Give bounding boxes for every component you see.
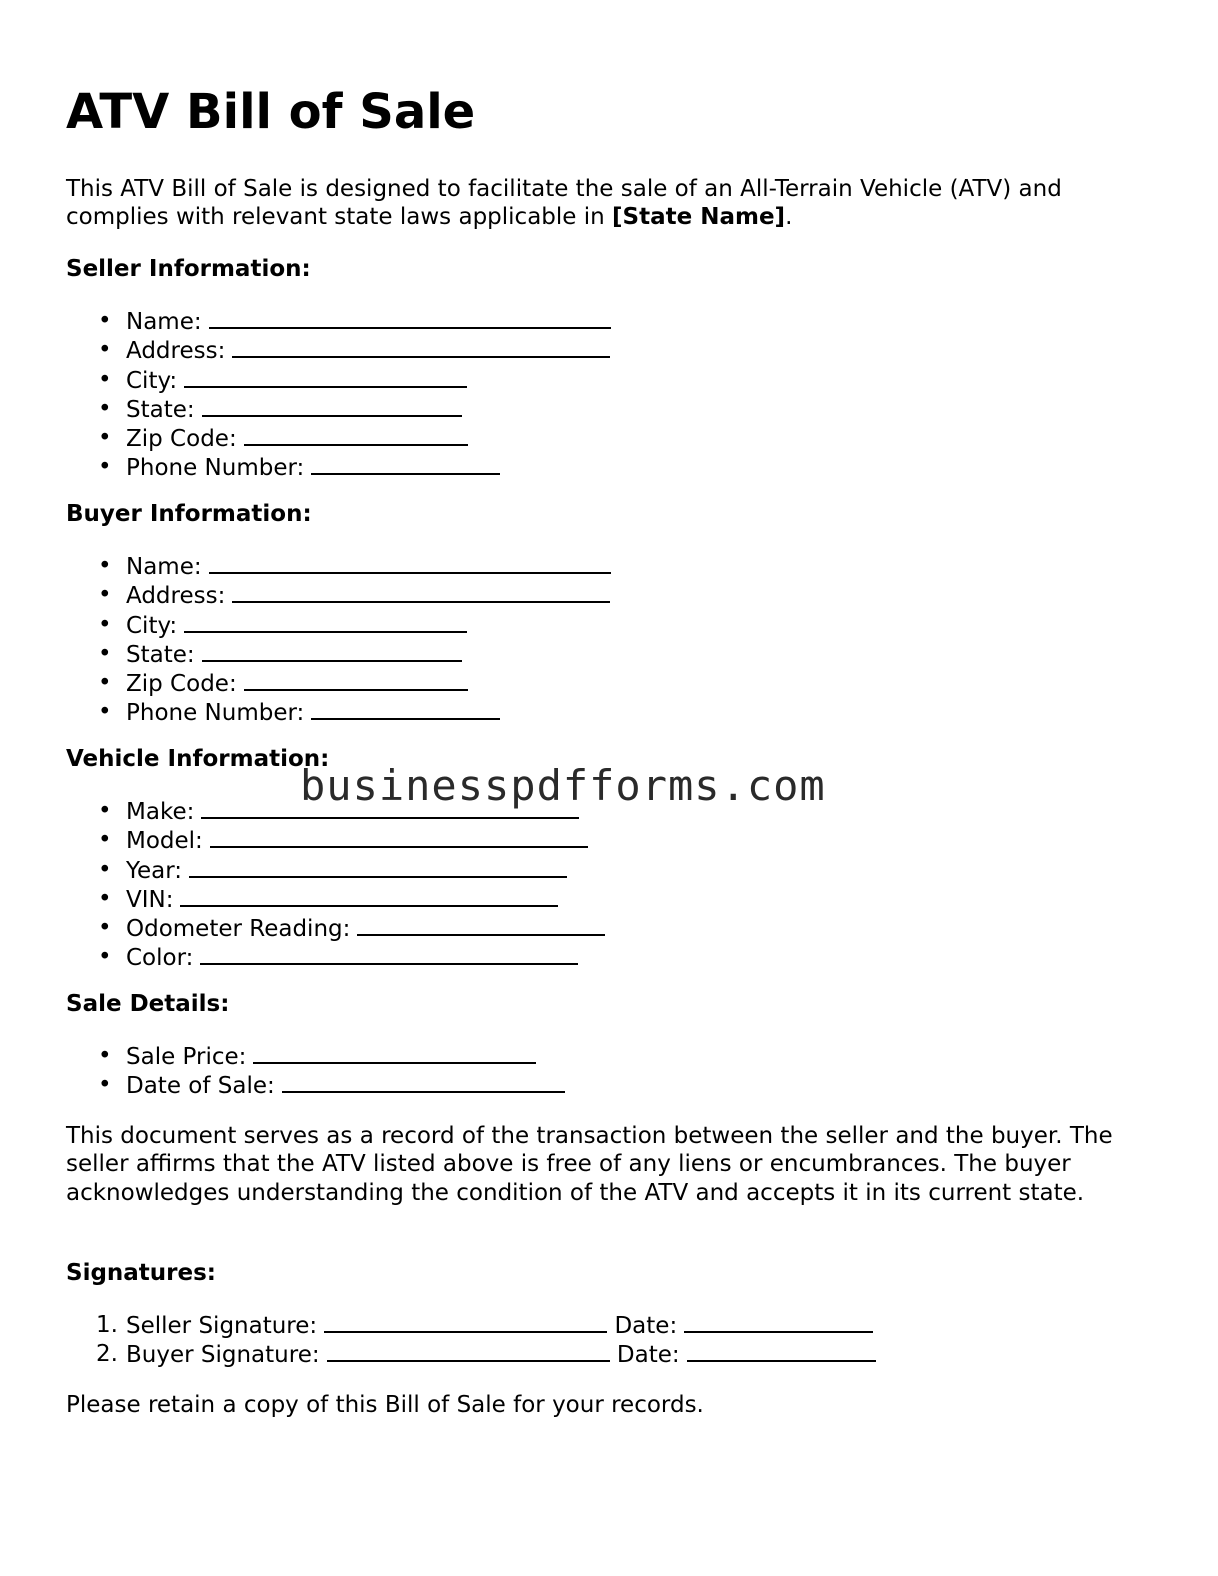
seller-phone-blank[interactable] bbox=[311, 453, 500, 475]
seller-address-label: Address: bbox=[126, 338, 226, 365]
vehicle-odometer-blank[interactable] bbox=[357, 914, 605, 936]
seller-date-label: Date: bbox=[614, 1313, 678, 1339]
vehicle-odometer-field bbox=[66, 914, 605, 943]
vehicle-color-field bbox=[66, 943, 605, 972]
sale-price-field bbox=[66, 1042, 565, 1071]
buyer-city-label: City: bbox=[126, 612, 178, 639]
buyer-state-label: State: bbox=[126, 641, 195, 668]
vehicle-model-field bbox=[66, 826, 605, 855]
buyer-address-field bbox=[66, 581, 611, 610]
buyer-phone-blank[interactable] bbox=[311, 698, 500, 720]
seller-name-field bbox=[66, 307, 611, 336]
seller-state-label: State: bbox=[126, 396, 195, 423]
buyer-signature-number: 2. bbox=[96, 1341, 118, 1368]
seller-zip-label: Zip Code: bbox=[126, 426, 237, 453]
buyer-address-blank[interactable] bbox=[232, 581, 610, 603]
seller-fields-list bbox=[66, 307, 611, 483]
statement-paragraph: This document serves as a record of the transaction between the seller and the buyer. The seller affirms that the ATV listed above is free of any liens or encumbrances. The buyer acknowledges understanding the condition of the ATV and accepts it in its current state. bbox=[66, 1123, 1113, 1206]
buyer-name-blank[interactable] bbox=[209, 552, 611, 574]
seller-city-field bbox=[66, 366, 611, 395]
seller-signature-line bbox=[66, 1311, 876, 1340]
buyer-fields-list bbox=[66, 552, 611, 728]
seller-phone-field bbox=[66, 453, 611, 482]
intro-text: This ATV Bill of Sale is designed to facilitate the sale of an All-Terrain Vehicle (ATV) and complies with relevant state laws applicable in bbox=[66, 176, 1062, 231]
vehicle-fields-list bbox=[66, 797, 605, 973]
sale-date-label: Date of Sale: bbox=[126, 1073, 275, 1100]
seller-city-label: City: bbox=[126, 367, 178, 394]
seller-heading: Seller Information: bbox=[66, 256, 311, 282]
sale-price-label: Sale Price: bbox=[126, 1044, 247, 1070]
vehicle-make-label: Make: bbox=[126, 799, 195, 825]
seller-date-blank[interactable] bbox=[684, 1311, 873, 1333]
buyer-signature-label: Buyer Signature: bbox=[126, 1342, 320, 1369]
document-title: ATV Bill of Sale bbox=[66, 84, 476, 140]
seller-zip-field bbox=[66, 424, 611, 453]
buyer-zip-label: Zip Code: bbox=[126, 671, 237, 698]
seller-signature-label: Seller Signature: bbox=[126, 1313, 318, 1339]
buyer-name-field bbox=[66, 552, 611, 581]
intro-paragraph bbox=[66, 175, 1146, 232]
vehicle-year-field bbox=[66, 856, 605, 885]
sale-price-blank[interactable] bbox=[253, 1042, 536, 1064]
seller-address-blank[interactable] bbox=[232, 336, 610, 358]
buyer-city-field bbox=[66, 611, 611, 640]
intro-period: . bbox=[785, 204, 793, 231]
buyer-zip-blank[interactable] bbox=[244, 669, 468, 691]
sale-date-blank[interactable] bbox=[282, 1071, 565, 1093]
sale-heading: Sale Details: bbox=[66, 991, 230, 1017]
vehicle-heading: Vehicle Information: bbox=[66, 746, 330, 772]
vehicle-vin-label: VIN: bbox=[126, 886, 174, 913]
vehicle-vin-field bbox=[66, 885, 605, 914]
vehicle-year-blank[interactable] bbox=[189, 856, 567, 878]
footer-note: Please retain a copy of this Bill of Sale for your records. bbox=[66, 1392, 704, 1418]
vehicle-model-label: Model: bbox=[126, 828, 203, 855]
buyer-zip-field bbox=[66, 669, 611, 698]
buyer-date-label: Date: bbox=[616, 1342, 680, 1369]
seller-signature-blank[interactable] bbox=[324, 1311, 607, 1333]
seller-city-blank[interactable] bbox=[184, 366, 467, 388]
vehicle-year-label: Year: bbox=[126, 857, 183, 884]
vehicle-odometer-label: Odometer Reading: bbox=[126, 916, 351, 943]
buyer-phone-label: Phone Number: bbox=[126, 700, 305, 727]
seller-name-blank[interactable] bbox=[209, 307, 611, 329]
buyer-name-label: Name: bbox=[126, 554, 202, 580]
buyer-date-blank[interactable] bbox=[687, 1340, 876, 1362]
seller-state-field bbox=[66, 395, 611, 424]
seller-signature-number: 1. bbox=[96, 1312, 118, 1338]
vehicle-color-blank[interactable] bbox=[200, 943, 578, 965]
state-name-placeholder: [State Name] bbox=[612, 204, 786, 231]
buyer-state-blank[interactable] bbox=[202, 640, 462, 662]
seller-zip-blank[interactable] bbox=[244, 424, 468, 446]
buyer-phone-field bbox=[66, 698, 611, 727]
seller-phone-label: Phone Number: bbox=[126, 455, 305, 482]
vehicle-vin-blank[interactable] bbox=[180, 885, 558, 907]
seller-address-field bbox=[66, 336, 611, 365]
buyer-signature-line bbox=[66, 1340, 876, 1369]
seller-state-blank[interactable] bbox=[202, 395, 462, 417]
watermark-text: businesspdfforms.com bbox=[300, 761, 826, 810]
signatures-list bbox=[66, 1311, 876, 1370]
sale-date-field bbox=[66, 1071, 565, 1100]
buyer-address-label: Address: bbox=[126, 583, 226, 610]
buyer-state-field bbox=[66, 640, 611, 669]
vehicle-color-label: Color: bbox=[126, 945, 194, 972]
buyer-signature-blank[interactable] bbox=[327, 1340, 610, 1362]
buyer-city-blank[interactable] bbox=[184, 611, 467, 633]
seller-name-label: Name: bbox=[126, 309, 202, 335]
buyer-heading: Buyer Information: bbox=[66, 501, 312, 527]
sale-fields-list bbox=[66, 1042, 565, 1101]
signatures-heading: Signatures: bbox=[66, 1260, 217, 1286]
vehicle-model-blank[interactable] bbox=[210, 826, 588, 848]
